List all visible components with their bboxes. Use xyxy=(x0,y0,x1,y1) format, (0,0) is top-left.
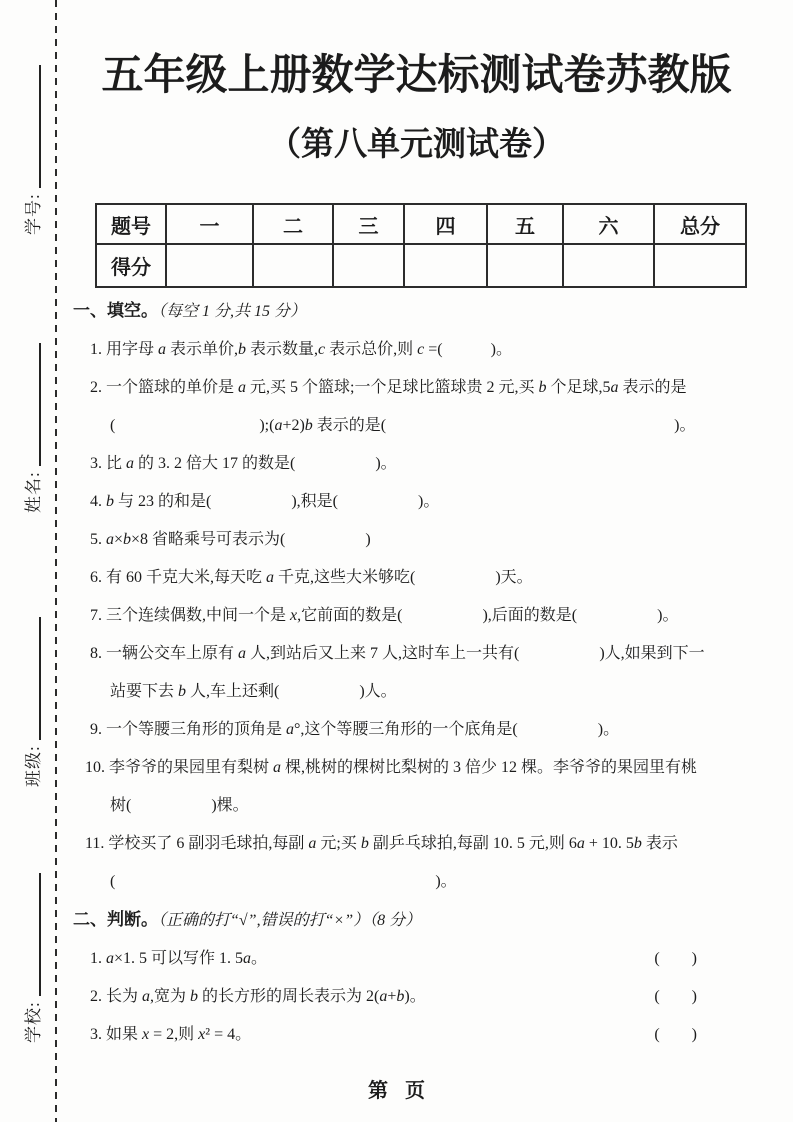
question-line: 9. 一个等腰三角形的顶角是 a°,这个等腰三角形的一个底角是( )。 xyxy=(90,721,620,738)
answer-bracket: ( ) xyxy=(654,1026,697,1043)
school-fill-line xyxy=(39,873,41,996)
question-line: 4. b 与 23 的和是( ),积是( )。 xyxy=(90,493,440,510)
question-line: 6. 有 60 千克大米,每天吃 a 千克,这些大米够吃( )天。 xyxy=(90,569,533,586)
sidebar-field-name xyxy=(22,343,44,513)
section-1-title: 一、填空。 xyxy=(73,301,158,320)
question-line: 11. 学校买了 6 副羽毛球拍,每副 a 元;买 b 副乒乓球拍,每副 10. 5 元,则 6a + 10. 5b 表示 xyxy=(85,835,678,852)
score-table-col-total: 总分 xyxy=(654,204,746,244)
question-line: 1. 用字母 a 表示单价,b 表示数量,c 表示总价,则 c =( )。 xyxy=(90,341,512,358)
score-table-col-6: 六 xyxy=(563,204,654,244)
answer-bracket: ( ) xyxy=(654,988,697,1005)
section-2-note: （正确的打“√”,错误的打“×”）（8 分） xyxy=(158,912,422,929)
class-fill-line xyxy=(39,617,41,740)
judgment-text: 1. a×1. 5 可以写作 1. 5a。 xyxy=(90,950,268,967)
judgment-row xyxy=(73,940,773,978)
score-table-col-3: 三 xyxy=(333,204,404,244)
name-fill-line xyxy=(39,343,41,466)
score-cell xyxy=(333,244,404,287)
score-cell xyxy=(404,244,487,287)
judgment-text: 3. 如果 x = 2,则 x² = 4。 xyxy=(90,1026,252,1043)
score-cell xyxy=(487,244,563,287)
section-1-note: （每空 1 分,共 15 分） xyxy=(158,303,307,320)
name-label: 姓名: xyxy=(24,471,43,513)
questions-area xyxy=(73,292,773,1054)
question-line: 10. 李爷爷的果园里有梨树 a 棵,桃树的棵树比梨树的 3 倍少 12 棵。李爷爷的果园里有桃 xyxy=(85,759,698,776)
section-2-title: 二、判断。 xyxy=(73,910,158,929)
sidebar-field-class xyxy=(22,617,44,787)
section-heading-fill-in xyxy=(73,292,773,331)
section-heading-judgment xyxy=(73,901,773,940)
judgment-text: 2. 长为 a,宽为 b 的长方形的周长表示为 2(a+b)。 xyxy=(90,988,426,1005)
score-table-col-4: 四 xyxy=(404,204,487,244)
question-line: ( );(a+2)b 表示的是( )。 xyxy=(110,417,696,434)
judgment-row xyxy=(73,1016,773,1054)
score-table-col-5: 五 xyxy=(487,204,563,244)
question-line: 8. 一辆公交车上原有 a 人,到站后又上来 7 人,这时车上一共有( )人,如果到下一 xyxy=(90,645,705,662)
score-table xyxy=(95,203,747,288)
question-line: 5. a×b×8 省略乘号可表示为( ) xyxy=(90,531,371,548)
student-id-fill-line xyxy=(39,65,41,188)
sidebar-field-student-id xyxy=(22,65,44,235)
question-line: 树( )棵。 xyxy=(110,797,249,814)
page-subtitle: （第八单元测试卷） xyxy=(268,127,565,164)
sidebar-field-school xyxy=(22,873,44,1043)
question-line: 7. 三个连续偶数,中间一个是 x,它前面的数是( ),后面的数是( )。 xyxy=(90,607,679,624)
school-label: 学校: xyxy=(24,1001,43,1043)
score-row-label: 得分 xyxy=(96,244,166,287)
fold-dashed-line xyxy=(55,0,57,1122)
judgment-question-list xyxy=(73,940,773,1054)
answer-bracket: ( ) xyxy=(654,950,697,967)
question-line: ( )。 xyxy=(110,873,457,890)
score-table-corner: 题号 xyxy=(96,204,166,244)
class-label: 班级: xyxy=(24,745,43,787)
question-line: 站要下去 b 人,车上还剩( )人。 xyxy=(110,683,397,700)
page-title: 五年级上册数学达标测试卷苏教版 xyxy=(101,53,732,100)
score-cell xyxy=(253,244,333,287)
student-id-label: 学号: xyxy=(24,193,43,235)
score-table-col-1: 一 xyxy=(166,204,253,244)
score-cell xyxy=(654,244,746,287)
question-line: 2. 一个篮球的单价是 a 元,买 5 个篮球;一个足球比篮球贵 2 元,买 b 个足球,5a 表示的是 xyxy=(90,379,687,396)
score-table-col-2: 二 xyxy=(253,204,333,244)
score-cell xyxy=(166,244,253,287)
judgment-row xyxy=(73,978,773,1016)
question-line: 3. 比 a 的 3. 2 倍大 17 的数是( )。 xyxy=(90,455,397,472)
score-table-header-row xyxy=(96,204,746,244)
score-cell xyxy=(563,244,654,287)
fill-in-question-list xyxy=(73,331,773,901)
page-footer: 第 页 xyxy=(368,1080,425,1102)
score-table-score-row xyxy=(96,244,746,287)
